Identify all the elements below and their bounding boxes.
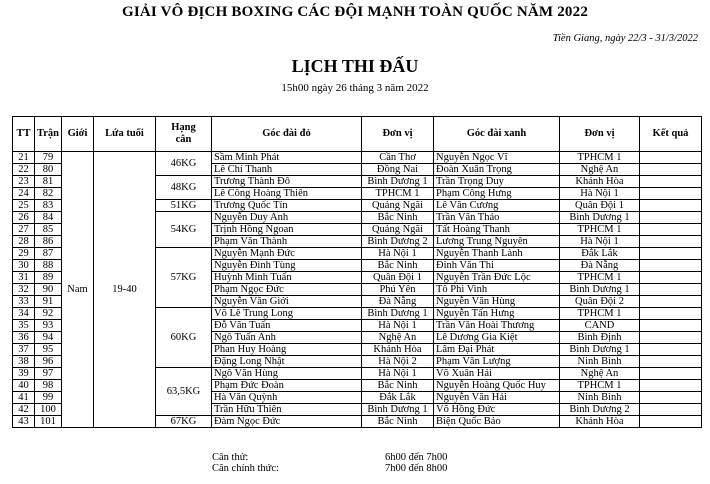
blue-corner-unit: Nghệ An — [559, 164, 639, 176]
match-number: 89 — [35, 272, 62, 284]
red-corner-unit: Bắc Ninh — [361, 260, 433, 272]
match-number: 86 — [35, 236, 62, 248]
row-number: 27 — [13, 224, 35, 236]
red-corner-unit: Đắk Lắk — [361, 392, 433, 404]
red-corner-fighter: Phạm Ngọc Đức — [211, 284, 361, 296]
row-number: 34 — [13, 308, 35, 320]
weight-class-cell: 67KG — [155, 416, 211, 428]
red-corner-fighter: Phạm Đức Đoàn — [211, 380, 361, 392]
blue-corner-unit: CAND — [559, 320, 639, 332]
blue-corner-fighter: Nguyễn Ngọc Vĩ — [433, 152, 559, 164]
blue-corner-unit: TPHCM 1 — [559, 380, 639, 392]
col-header-weight — [155, 117, 211, 152]
schedule-heading: LỊCH THI ĐẤU — [291, 56, 419, 76]
blue-corner-unit: Bình Định — [559, 332, 639, 344]
blue-corner-fighter: Nguyễn Thanh Lành — [433, 248, 559, 260]
row-number: 35 — [13, 320, 35, 332]
table-row — [13, 152, 702, 164]
red-corner-fighter: Võ Lê Trung Long — [211, 308, 361, 320]
blue-corner-fighter: Nguyễn Hoàng Quốc Huy — [433, 380, 559, 392]
document-title: GIẢI VÔ ĐỊCH BOXING CÁC ĐỘI MẠNH TOÀN QUỐC NĂM 2022 — [121, 4, 589, 20]
blue-corner-fighter: Lâm Đại Phát — [433, 344, 559, 356]
blue-corner-unit: Ninh Bình — [559, 392, 639, 404]
blue-corner-fighter: Tất Hoàng Thanh — [433, 224, 559, 236]
red-corner-unit: Đà Nẵng — [361, 296, 433, 308]
col-header-result: Kết quả — [639, 117, 701, 152]
row-number: 33 — [13, 296, 35, 308]
row-number: 28 — [13, 236, 35, 248]
blue-corner-unit: Quân Đội 1 — [559, 200, 639, 212]
result-cell — [639, 368, 701, 380]
result-cell — [639, 176, 701, 188]
blue-corner-unit: Đà Nẵng — [559, 260, 639, 272]
row-number: 40 — [13, 380, 35, 392]
red-corner-fighter: Trần Hữu Thiên — [211, 404, 361, 416]
match-number: 84 — [35, 212, 62, 224]
blue-corner-unit: Ninh Bình — [559, 356, 639, 368]
result-cell — [639, 404, 701, 416]
row-number: 37 — [13, 344, 35, 356]
age-group-cell: 19-40 — [93, 152, 155, 428]
blue-corner-unit: Quân Đội 2 — [559, 296, 639, 308]
match-number: 91 — [35, 296, 62, 308]
blue-corner-unit: TPHCM 1 — [559, 308, 639, 320]
match-number: 87 — [35, 248, 62, 260]
col-header-age: Lứa tuổi — [93, 117, 155, 152]
match-number: 96 — [35, 356, 62, 368]
red-corner-unit: Hà Nội 1 — [361, 368, 433, 380]
red-corner-unit: Quảng Ngãi — [361, 224, 433, 236]
red-corner-fighter: Trương Quốc Tín — [211, 200, 361, 212]
weight-class-cell: 60KG — [155, 308, 211, 368]
red-corner-fighter: Huỳnh Minh Tuấn — [211, 272, 361, 284]
result-cell — [639, 284, 701, 296]
row-number: 41 — [13, 392, 35, 404]
col-header-blue-unit: Đơn vị — [559, 117, 639, 152]
red-corner-fighter: Trương Thành Đô — [211, 176, 361, 188]
blue-corner-fighter: Trần Văn Hoài Thương — [433, 320, 559, 332]
schedule-table — [12, 116, 702, 428]
result-cell — [639, 200, 701, 212]
schedule-time: 15h00 ngày 26 tháng 3 năm 2022 — [281, 82, 429, 94]
red-corner-fighter: Lê Chí Thanh — [211, 164, 361, 176]
col-header-gender: Giới — [61, 117, 93, 152]
row-number: 36 — [13, 332, 35, 344]
red-corner-fighter: Nguyễn Mạnh Đức — [211, 248, 361, 260]
row-number: 24 — [13, 188, 35, 200]
match-number: 93 — [35, 320, 62, 332]
row-number: 31 — [13, 272, 35, 284]
result-cell — [639, 188, 701, 200]
result-cell — [639, 260, 701, 272]
col-header-red-corner: Góc đài đỏ — [211, 117, 361, 152]
red-corner-unit: Cần Thơ — [361, 152, 433, 164]
blue-corner-unit: Khánh Hòa — [559, 416, 639, 428]
red-corner-unit: Bình Dương 1 — [361, 308, 433, 320]
red-corner-unit: Quảng Ngãi — [361, 200, 433, 212]
blue-corner-unit: Hà Nội 1 — [559, 188, 639, 200]
blue-corner-unit: Nghệ An — [559, 368, 639, 380]
weigh-test-time: 6h00 đến 7h00 — [385, 452, 448, 463]
result-cell — [639, 308, 701, 320]
red-corner-unit: Đồng Nai — [361, 164, 433, 176]
weigh-in-info — [0, 452, 710, 474]
row-number: 43 — [13, 416, 35, 428]
blue-corner-fighter: Nguyễn Trần Đức Lộc — [433, 272, 559, 284]
match-number: 94 — [35, 332, 62, 344]
blue-corner-unit: Khánh Hòa — [559, 176, 639, 188]
blue-corner-fighter: Đinh Văn Thi — [433, 260, 559, 272]
result-cell — [639, 248, 701, 260]
result-cell — [639, 380, 701, 392]
red-corner-fighter: Nguyễn Đình Tùng — [211, 260, 361, 272]
match-number: 83 — [35, 200, 62, 212]
red-corner-unit: Bắc Ninh — [361, 380, 433, 392]
blue-corner-unit: Bình Dương 1 — [559, 344, 639, 356]
red-corner-unit: Hà Nội 1 — [361, 248, 433, 260]
result-cell — [639, 320, 701, 332]
red-corner-fighter: Đàm Ngọc Đức — [211, 416, 361, 428]
blue-corner-fighter: Võ Xuân Hải — [433, 368, 559, 380]
red-corner-fighter: Ngô Tuấn Anh — [211, 332, 361, 344]
schedule-body — [13, 152, 702, 428]
red-corner-fighter: Phan Huy Hoàng — [211, 344, 361, 356]
result-cell — [639, 332, 701, 344]
blue-corner-fighter: Phạm Văn Lượng — [433, 356, 559, 368]
red-corner-unit: Phú Yên — [361, 284, 433, 296]
row-number: 25 — [13, 200, 35, 212]
weight-class-cell: 46KG — [155, 152, 211, 176]
row-number: 38 — [13, 356, 35, 368]
col-header-match: Trận — [35, 117, 62, 152]
red-corner-unit: Hà Nội 2 — [361, 356, 433, 368]
match-number: 81 — [35, 176, 62, 188]
red-corner-unit: Bình Dương 1 — [361, 404, 433, 416]
blue-corner-unit: Bình Dương 1 — [559, 284, 639, 296]
result-cell — [639, 164, 701, 176]
red-corner-unit: Bình Dương 2 — [361, 236, 433, 248]
blue-corner-fighter: Nguyễn Tấn Hưng — [433, 308, 559, 320]
blue-corner-fighter: Biện Quốc Bảo — [433, 416, 559, 428]
match-number: 88 — [35, 260, 62, 272]
blue-corner-fighter: Nguyễn Văn Hải — [433, 392, 559, 404]
blue-corner-fighter: Nguyễn Văn Hùng — [433, 296, 559, 308]
blue-corner-fighter: Phạm Công Hưng — [433, 188, 559, 200]
red-corner-unit: Nghệ An — [361, 332, 433, 344]
red-corner-fighter: Nguyễn Văn Giới — [211, 296, 361, 308]
red-corner-unit: Hà Nội 1 — [361, 320, 433, 332]
red-corner-fighter: Đỗ Văn Tuấn — [211, 320, 361, 332]
match-number: 90 — [35, 284, 62, 296]
row-number: 42 — [13, 404, 35, 416]
match-number: 99 — [35, 392, 62, 404]
red-corner-fighter: Lê Công Hoàng Thiên — [211, 188, 361, 200]
weight-class-cell: 48KG — [155, 176, 211, 200]
blue-corner-fighter: Tô Phi Vinh — [433, 284, 559, 296]
weigh-official-label: Cân chính thức: — [212, 463, 279, 474]
weight-class-cell: 63,5KG — [155, 368, 211, 416]
red-corner-fighter: Phạm Văn Thành — [211, 236, 361, 248]
col-header-red-unit: Đơn vị — [361, 117, 433, 152]
match-number: 80 — [35, 164, 62, 176]
weigh-official-time: 7h00 đến 8h00 — [385, 463, 448, 474]
red-corner-unit: Bình Dương 1 — [361, 176, 433, 188]
weight-class-cell: 57KG — [155, 248, 211, 308]
blue-corner-unit: Đắk Lắk — [559, 248, 639, 260]
result-cell — [639, 416, 701, 428]
weight-class-cell: 51KG — [155, 200, 211, 212]
match-number: 98 — [35, 380, 62, 392]
red-corner-fighter: Ngô Văn Hùng — [211, 368, 361, 380]
red-corner-unit: Khánh Hòa — [361, 344, 433, 356]
location-date: Tiền Giang, ngày 22/3 - 31/3/2022 — [552, 33, 698, 44]
red-corner-unit: Bắc Ninh — [361, 212, 433, 224]
red-corner-unit: Quân Đội 1 — [361, 272, 433, 284]
row-number: 32 — [13, 284, 35, 296]
blue-corner-fighter: Lê Dương Gia Kiệt — [433, 332, 559, 344]
col-header-blue-corner: Góc đài xanh — [433, 117, 559, 152]
red-corner-fighter: Sầm Minh Phát — [211, 152, 361, 164]
result-cell — [639, 212, 701, 224]
red-corner-fighter: Hà Văn Quỳnh — [211, 392, 361, 404]
weight-class-cell: 54KG — [155, 212, 211, 248]
red-corner-unit: TPHCM 1 — [361, 188, 433, 200]
blue-corner-fighter: Võ Hồng Đức — [433, 404, 559, 416]
red-corner-fighter: Đặng Long Nhật — [211, 356, 361, 368]
row-number: 29 — [13, 248, 35, 260]
result-cell — [639, 344, 701, 356]
row-number: 26 — [13, 212, 35, 224]
result-cell — [639, 296, 701, 308]
row-number: 30 — [13, 260, 35, 272]
result-cell — [639, 152, 701, 164]
blue-corner-unit: Bình Dương 1 — [559, 212, 639, 224]
col-header-tt: TT — [13, 117, 35, 152]
table-header-row — [13, 117, 702, 152]
blue-corner-fighter: Lương Trung Nguyên — [433, 236, 559, 248]
row-number: 39 — [13, 368, 35, 380]
blue-corner-unit: TPHCM 1 — [559, 224, 639, 236]
result-cell — [639, 356, 701, 368]
col-header-weight-label: Hạng cân — [171, 122, 196, 145]
weigh-test-label: Cân thử: — [212, 452, 249, 463]
result-cell — [639, 392, 701, 404]
red-corner-fighter: Nguyễn Duy Anh — [211, 212, 361, 224]
blue-corner-fighter: Lê Văn Cương — [433, 200, 559, 212]
result-cell — [639, 224, 701, 236]
result-cell — [639, 272, 701, 284]
blue-corner-fighter: Đoàn Xuân Trọng — [433, 164, 559, 176]
blue-corner-unit: Bình Dương 2 — [559, 404, 639, 416]
match-number: 79 — [35, 152, 62, 164]
row-number: 21 — [13, 152, 35, 164]
match-number: 95 — [35, 344, 62, 356]
match-number: 101 — [35, 416, 62, 428]
match-number: 82 — [35, 188, 62, 200]
row-number: 23 — [13, 176, 35, 188]
match-number: 100 — [35, 404, 62, 416]
blue-corner-fighter: Trần Trọng Duy — [433, 176, 559, 188]
match-number: 97 — [35, 368, 62, 380]
row-number: 22 — [13, 164, 35, 176]
blue-corner-unit: Hà Nội 1 — [559, 236, 639, 248]
result-cell — [639, 236, 701, 248]
blue-corner-unit: TPHCM 1 — [559, 272, 639, 284]
match-number: 85 — [35, 224, 62, 236]
blue-corner-fighter: Trần Văn Thảo — [433, 212, 559, 224]
blue-corner-unit: TPHCM 1 — [559, 152, 639, 164]
match-number: 92 — [35, 308, 62, 320]
red-corner-unit: Bắc Ninh — [361, 416, 433, 428]
gender-cell: Nam — [61, 152, 93, 428]
red-corner-fighter: Trịnh Hồng Ngoan — [211, 224, 361, 236]
